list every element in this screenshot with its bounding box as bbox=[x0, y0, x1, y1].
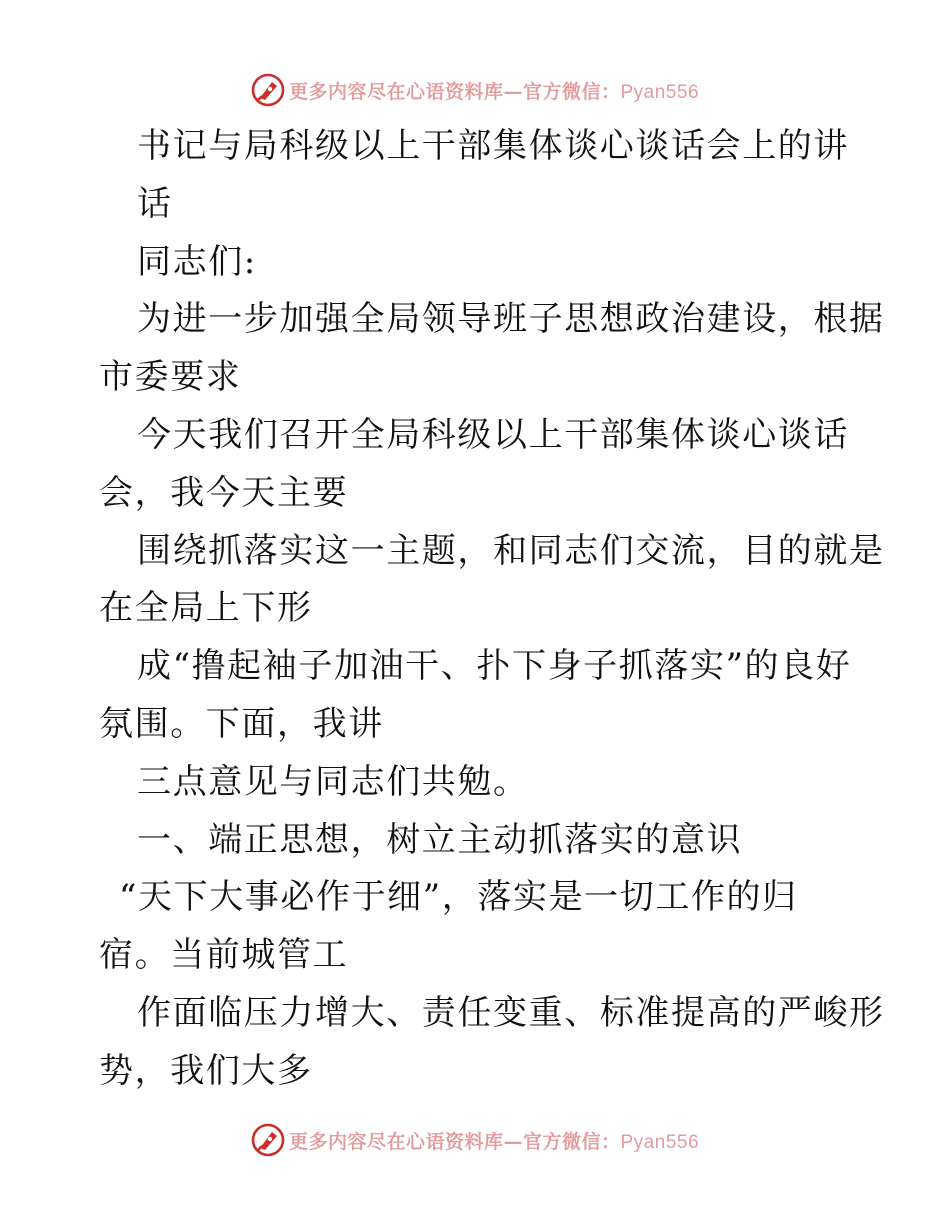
paragraph-line: 今天我们召开全局科级以上干部集体谈心谈话 bbox=[137, 414, 849, 455]
header-watermark bbox=[0, 70, 950, 110]
paragraph-line: 势，我们大多 bbox=[99, 1050, 313, 1091]
paragraph-line: 成“撸起袖子加油干、扑下身子抓落实”的良好 bbox=[137, 646, 852, 687]
paragraph-line: 在全局上下形 bbox=[99, 588, 313, 629]
paragraph-line: 氛围。下面，我讲 bbox=[99, 703, 384, 744]
paragraph-line: “天下大事必作于细”，落实是一切工作的归 bbox=[119, 877, 798, 918]
paragraph-line: 围绕抓落实这一主题，和同志们交流，目的就是 bbox=[137, 530, 885, 571]
pen-nib-icon bbox=[251, 1123, 285, 1157]
document-title: 书记与局科级以上干部集体谈心谈话会上的讲 bbox=[137, 126, 849, 166]
paragraph-line: 会，我今天主要 bbox=[99, 472, 349, 513]
paragraph-line: 三点意见与同志们共勉。 bbox=[137, 761, 529, 802]
pen-nib-icon bbox=[251, 73, 285, 107]
footer-watermark bbox=[0, 1120, 950, 1160]
watermark-text: 更多内容尽在心语资料库—官方微信：Pyan556 bbox=[288, 80, 700, 103]
document-body bbox=[99, 118, 885, 1101]
paragraph-line: 作面临压力增大、责任变重、标准提高的严峻形 bbox=[137, 992, 885, 1033]
paragraph-line: 市委要求 bbox=[99, 357, 242, 398]
paragraph-line: 宿。当前城管工 bbox=[99, 935, 349, 976]
section-heading: 一、端正思想，树立主动抓落实的意识 bbox=[137, 819, 743, 860]
salutation: 同志们: bbox=[137, 241, 257, 282]
paragraph-line: 为进一步加强全局领导班子思想政治建设，根据 bbox=[137, 299, 885, 340]
document-title-continued: 话 bbox=[137, 183, 173, 224]
watermark-text: 更多内容尽在心语资料库—官方微信：Pyan556 bbox=[288, 1130, 700, 1153]
